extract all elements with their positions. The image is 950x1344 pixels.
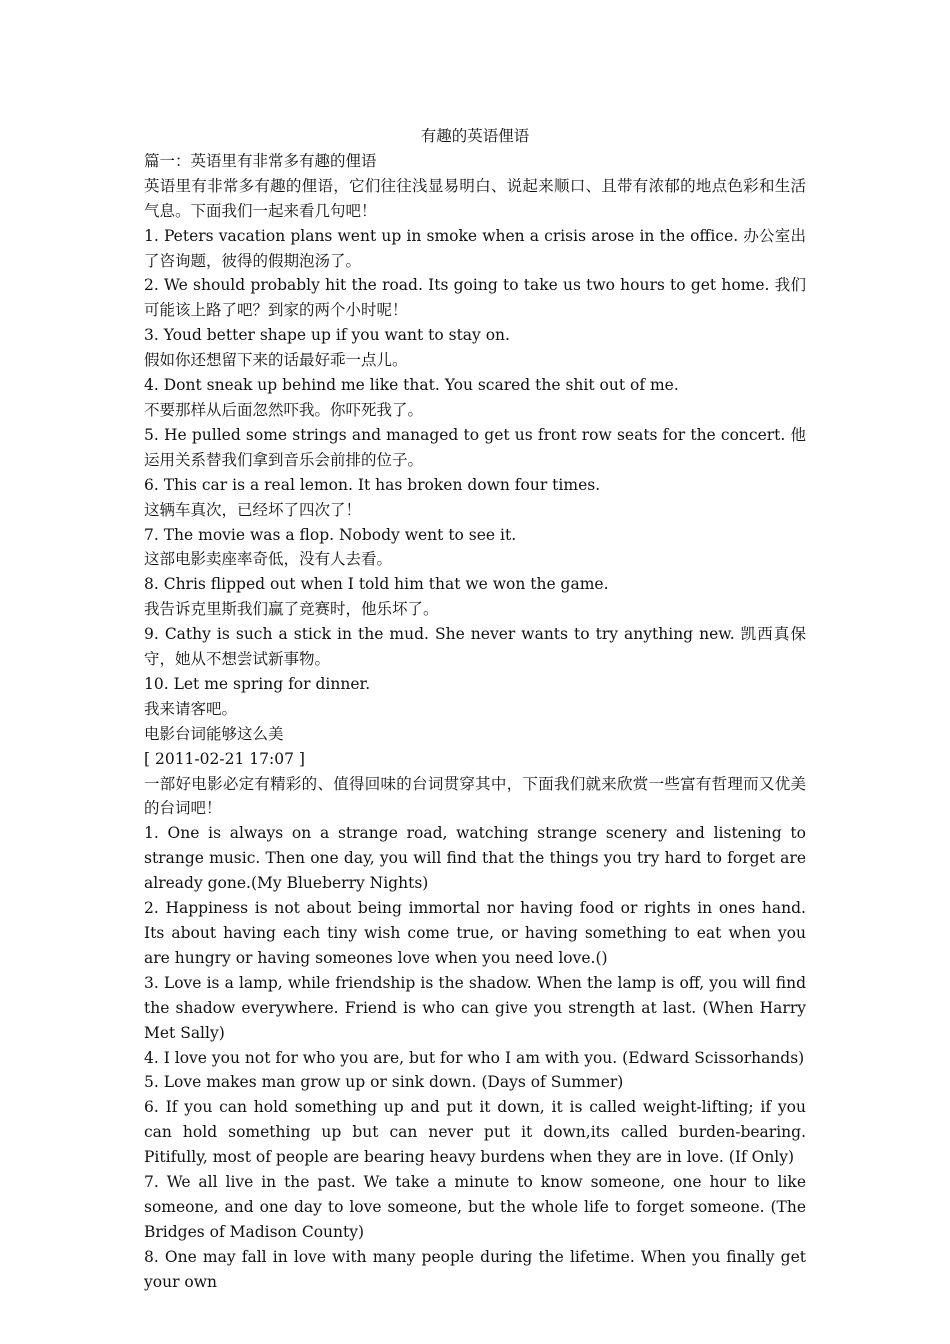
paragraph: 篇一：英语里有非常多有趣的俚语 [144,151,377,170]
paragraph: 5. Love makes man grow up or sink down. (Days of Summer) [144,1073,624,1092]
paragraph: 4. Dont sneak up behind me like that. You scared the shit out of me. [144,376,679,395]
section-heading: 电影台词能够这么美 [144,724,284,743]
paragraph: 这部电影卖座率奇低，没有人去看。 [144,550,393,569]
paragraph: 1. One is always on a strange road, watching strange scenery and listening to strange music. Then one day, you will find that the things you try hard to forget are already gone.(My Blueberry Nights) [144,824,806,893]
paragraph: 8. Chris flipped out when I told him that we won the game. [144,575,609,594]
paragraph: 不要那样从后面忽然吓我。你吓死我了。 [144,400,424,419]
paragraph: 7. We all live in the past. We take a minute to know someone, one hour to like someone, and one day to love someone, but the whole life to forget someone. (The Bridges of Madison County) [144,1173,806,1241]
paragraph: 5. He pulled some strings and managed to get us front row seats for the concert. 他运用关系替我们拿到音乐会前排的位子。 [144,425,806,469]
date-stamp: [ 2011-02-21 17:07 ] [144,749,305,768]
paragraph: 2. Happiness is not about being immortal nor having food or rights in ones hand. Its about having each tiny wish come true, or having something to eat when you are hungry or having someones love when you need love.() [144,899,806,967]
paragraph: 3. Love is a lamp, while friendship is the shadow. When the lamp is off, you will find the shadow everywhere. Friend is who can give you strength at last. (When Harry Met Sally) [144,973,806,1042]
paragraph: 8. One may fall in love with many people during the lifetime. When you finally get your own [144,1247,806,1291]
paragraph: 这辆车真次，已经坏了四次了！ [144,500,362,519]
document-title: 有趣的英语俚语 [420,127,530,145]
paragraph: 10. Let me spring for dinner. [144,674,371,693]
paragraph: 7. The movie was a flop. Nobody went to see it. [144,525,517,544]
paragraph: 假如你还想留下来的话最好乖一点儿。 [144,351,408,370]
paragraph: 6. If you can hold something up and put it down, it is called weight-lifting; if you can hold something up but can never put it down,its called burden-bearing. Pitifully, most of people are bearing heavy burdens when they are in love. (If Only) [144,1098,806,1167]
paragraph: 英语里有非常多有趣的俚语，它们往往浅显易明白、说起来顺口、且带有浓郁的地点色彩和生活气息。下面我们一起来看几句吧！ [144,176,806,220]
paragraph: 4. I love you not for who you are, but for who I am with you. (Edward Scissorhands) [144,1048,805,1067]
document-page [144,124,806,1295]
paragraph: 6. This car is a real lemon. It has broken down four times. [144,475,601,494]
paragraph: 2. We should probably hit the road. Its going to take us two hours to get home. 我们可能该上路了吧？到家的两个小时呢！ [144,276,806,320]
paragraph: 一部好电影必定有精彩的、值得回味的台词贯穿其中，下面我们就来欣赏一些富有哲理而又优美的台词吧！ [144,774,806,818]
paragraph: 我来请客吧。 [144,699,238,718]
paragraph: 我告诉克里斯我们赢了竞赛时，他乐坏了。 [144,600,439,619]
paragraph: 1. Peters vacation plans went up in smoke when a crisis arose in the office. 办公室出了咨询题，彼得的假期泡汤了。 [144,226,806,270]
paragraph: 3. Youd better shape up if you want to stay on. [144,326,510,345]
paragraph: 9. Cathy is such a stick in the mud. She never wants to try anything new. 凯西真保守，她从不想尝试新事物。 [144,625,806,669]
